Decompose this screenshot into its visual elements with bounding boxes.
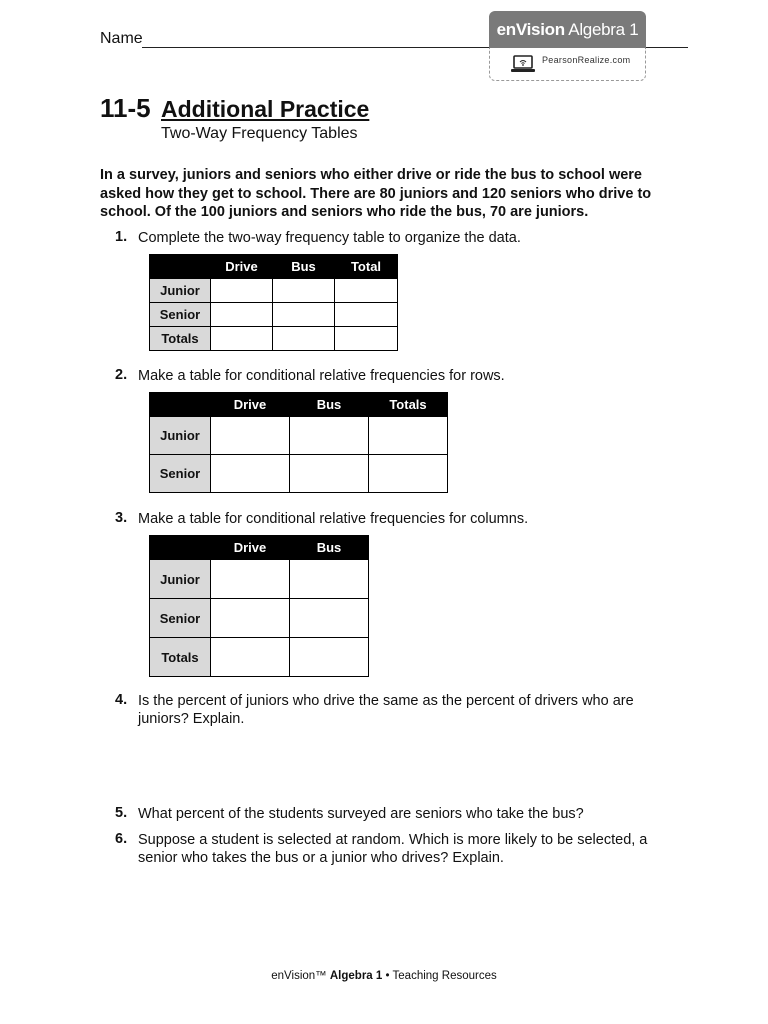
- question-2-number: 2.: [115, 367, 128, 383]
- table-corner: [150, 255, 211, 279]
- question-4-text: Is the percent of juniors who drive the same as the percent of drivers who are juniors? Explain.: [138, 693, 634, 727]
- row-header: Junior: [150, 560, 211, 599]
- answer-cell[interactable]: [335, 279, 398, 303]
- table-row: [150, 279, 398, 303]
- row-header: Senior: [150, 303, 211, 327]
- answer-cell[interactable]: [290, 560, 369, 599]
- laptop-icon: [510, 54, 536, 74]
- question-6-number: 6.: [115, 831, 128, 847]
- answer-cell[interactable]: [211, 599, 290, 638]
- table-row: [150, 417, 448, 455]
- row-relative-frequency-table: [149, 392, 448, 493]
- question-5-number: 5.: [115, 805, 128, 821]
- table-row: [150, 638, 369, 677]
- brand-prefix: enVision: [496, 20, 565, 39]
- brand-logo: [489, 11, 646, 48]
- question-2-text: Make a table for conditional relative frequencies for rows.: [138, 368, 505, 384]
- answer-cell[interactable]: [211, 560, 290, 599]
- answer-cell[interactable]: [335, 303, 398, 327]
- frequency-table: [149, 254, 398, 351]
- column-header: Drive: [211, 393, 290, 417]
- question-3-number: 3.: [115, 510, 128, 526]
- answer-cell[interactable]: [290, 417, 369, 455]
- row-header: Senior: [150, 455, 211, 493]
- footer-resource: Teaching Resources: [392, 970, 497, 982]
- answer-cell[interactable]: [290, 638, 369, 677]
- brand-site-box: [489, 48, 646, 81]
- column-header: Bus: [290, 536, 369, 560]
- brand-box: [489, 11, 646, 81]
- name-label: Name: [100, 30, 143, 47]
- row-header: Junior: [150, 279, 211, 303]
- answer-cell[interactable]: [211, 417, 290, 455]
- column-header: Total: [335, 255, 398, 279]
- column-relative-frequency-table: [149, 535, 369, 677]
- table-row: [150, 327, 398, 351]
- answer-cell[interactable]: [211, 279, 273, 303]
- table-row: [150, 303, 398, 327]
- row-header: Senior: [150, 599, 211, 638]
- question-1-number: 1.: [115, 229, 128, 245]
- table-row: [150, 455, 448, 493]
- question-1-text: Complete the two-way frequency table to organize the data.: [138, 230, 521, 246]
- column-header: Bus: [290, 393, 369, 417]
- question-5-text: What percent of the students surveyed are seniors who take the bus?: [138, 806, 584, 822]
- lesson-title: Additional Practice: [161, 96, 370, 122]
- brand-suffix: Algebra 1: [568, 20, 639, 39]
- column-header: Drive: [211, 536, 290, 560]
- row-header: Totals: [150, 327, 211, 351]
- answer-cell[interactable]: [211, 638, 290, 677]
- row-header: Totals: [150, 638, 211, 677]
- answer-cell[interactable]: [290, 455, 369, 493]
- table-row: [150, 599, 369, 638]
- answer-cell[interactable]: [369, 455, 448, 493]
- answer-cell[interactable]: [290, 599, 369, 638]
- table-row: [150, 560, 369, 599]
- column-header: Totals: [369, 393, 448, 417]
- table-corner: [150, 536, 211, 560]
- question-6-text: Suppose a student is selected at random. Which is more likely to be selected, a senior who takes the bus or a junior who drives? Explain.: [138, 832, 648, 866]
- lesson-subtitle: Two-Way Frequency Tables: [161, 125, 358, 142]
- answer-cell[interactable]: [369, 417, 448, 455]
- question-3-text: Make a table for conditional relative frequencies for columns.: [138, 511, 529, 527]
- answer-cell[interactable]: [273, 279, 335, 303]
- question-4-number: 4.: [115, 692, 128, 708]
- column-header: Drive: [211, 255, 273, 279]
- table-corner: [150, 393, 211, 417]
- answer-cell[interactable]: [211, 455, 290, 493]
- page-footer: [0, 970, 768, 982]
- intro-paragraph: In a survey, juniors and seniors who either drive or ride the bus to school were asked how they get to school. There are 80 juniors and 120 seniors who drive to school. Of the 100 juniors and seniors who ride the bus, 70 are juniors.: [100, 167, 652, 220]
- brand-site: PearsonRealize.com: [542, 55, 631, 65]
- answer-cell[interactable]: [211, 327, 273, 351]
- footer-bullet: •: [385, 970, 390, 982]
- row-header: Junior: [150, 417, 211, 455]
- answer-cell[interactable]: [335, 327, 398, 351]
- footer-course: Algebra 1: [329, 970, 383, 982]
- column-header: Bus: [273, 255, 335, 279]
- answer-cell[interactable]: [273, 327, 335, 351]
- lesson-number: 11-5: [100, 93, 151, 123]
- answer-cell[interactable]: [211, 303, 273, 327]
- footer-brand: enVision™: [271, 970, 327, 982]
- answer-cell[interactable]: [273, 303, 335, 327]
